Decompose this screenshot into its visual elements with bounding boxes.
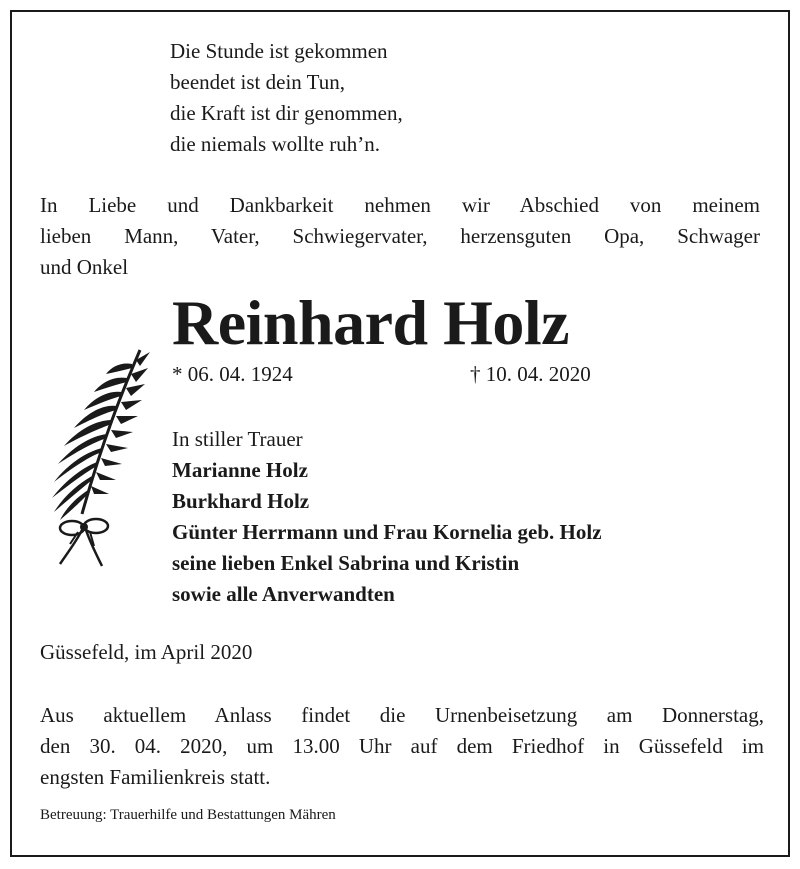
deceased-name: Reinhard Holz (172, 287, 570, 358)
mourner-name: Marianne Holz (172, 458, 308, 482)
intro-line: In Liebe und Dankbarkeit nehmen wir Abschied von meinem (40, 193, 760, 217)
obituary-frame (10, 10, 790, 857)
poem-line: Die Stunde ist gekommen (170, 39, 388, 63)
care-credit: Betreuung: Trauerhilfe und Bestattungen Mähren (40, 807, 336, 823)
burial-notice (40, 700, 764, 793)
birth-date: * 06. 04. 1924 (172, 362, 293, 386)
place-date: Güssefeld, im April 2020 (40, 640, 253, 664)
mourner-name: Günter Herrmann und Frau Kornelia geb. Holz (172, 520, 602, 544)
mourners-block (172, 424, 602, 610)
mourner-name: sowie alle Anverwandten (172, 582, 395, 606)
notice-line: engsten Familienkreis statt. (40, 765, 271, 789)
intro-line: und Onkel (40, 255, 129, 279)
mourner-name: Burkhard Holz (172, 489, 310, 513)
poem-line: beendet ist dein Tun, (170, 70, 346, 94)
intro-text (40, 190, 760, 283)
intro-line: lieben Mann, Vater, Schwiegervater, herzensguten Opa, Schwager (40, 224, 760, 248)
death-date: † 10. 04. 2020 (470, 362, 591, 386)
notice-line: Aus aktuellem Anlass findet die Urnenbeisetzung am Donnerstag, (40, 703, 764, 727)
poem-line: die Kraft ist dir genommen, (170, 101, 403, 125)
poem (170, 36, 403, 160)
palm-frond-with-bow-icon (32, 332, 152, 572)
mourning-intro: In stiller Trauer (172, 427, 303, 451)
notice-line: den 30. 04. 2020, um 13.00 Uhr auf dem Friedhof in Güssefeld im (40, 734, 764, 758)
mourner-name: seine lieben Enkel Sabrina und Kristin (172, 551, 520, 575)
poem-line: die niemals wollte ruh’n. (170, 132, 380, 156)
